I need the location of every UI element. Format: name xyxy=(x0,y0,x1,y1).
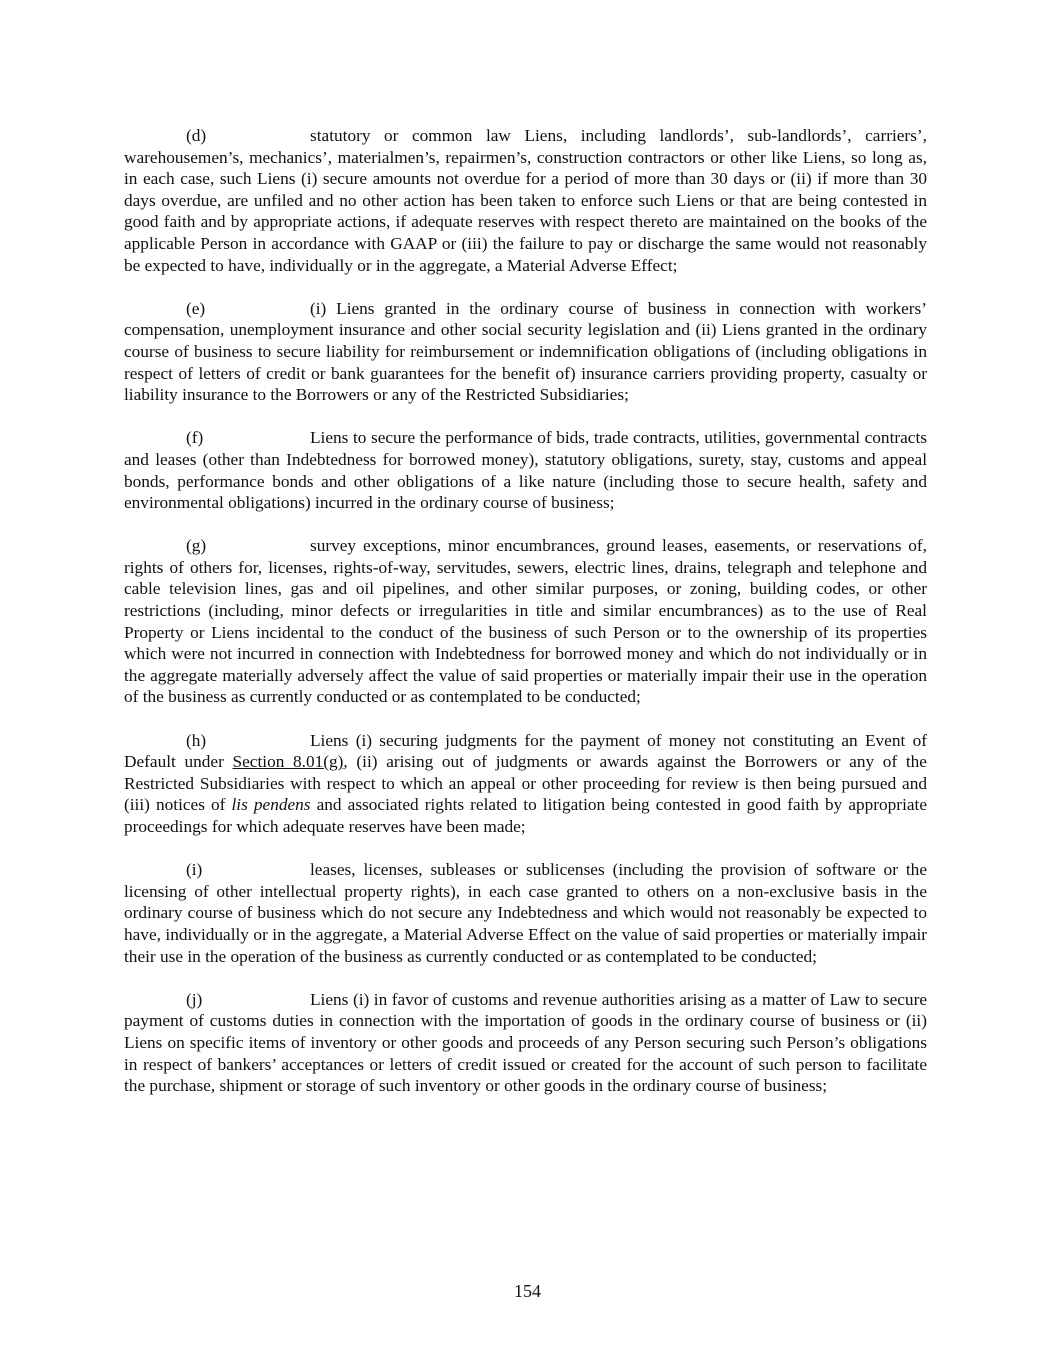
clause-text-part-3: and associated rights related to litigation being contested in good faith by appropriate proceedings for which adequate reserves have been made; xyxy=(124,795,928,836)
clause-text: survey exceptions, minor encumbrances, ground leases, easements, or reservations of, rights of others for, licenses, rights-of-way, servitudes, sewers, electric lines, drains, telegraph and telephone and cable television lines, gas and oil pipelines, and other similar purposes, or zoning, building codes, or other restrictions (including, minor defects or irregularities in title and similar encumbrances) as to the use of Real Property or Liens incidental to the conduct of the business of such Person or to the ownership of its properties which were not incurred in connection with Indebtedness for borrowed money and which do not individually or in the aggregate materially adversely affect the value of said properties or materially impair their use in the operation of the business as currently conducted or as contemplated to be conducted; xyxy=(124,536,927,707)
clause-text-part-1: Liens (i) securing judgments for the payment of money not constituting an Event of Default under xyxy=(124,730,927,772)
clause-label: (g) xyxy=(186,536,207,556)
clause-label: (j) xyxy=(186,989,203,1009)
clause-j xyxy=(124,989,927,1097)
clause-label: (f) xyxy=(186,428,204,448)
clause-label: (h) xyxy=(186,730,207,750)
clause-g xyxy=(124,535,927,708)
clause-d xyxy=(124,125,927,276)
clause-text: statutory or common law Liens, including landlords’, sub-landlords’, carriers’, warehousemen’s, mechanics’, materialmen’s, repairmen’s, construction contractors or other like Liens, so long as, in each case, such Liens (i) secure amounts not overdue for a period of more than 30 days or (ii) if more than 30 days overdue, are unfiled and no other action has been taken to enforce such Liens or that are being contested in good faith and by appropriate actions, if adequate reserves with respect thereto are maintained on the books of the applicable Person in accordance with GAAP or (iii) the failure to pay or discharge the same would not reasonably be expected to have, individually or in the aggregate, a Material Adverse Effect; xyxy=(124,126,927,275)
clause-h xyxy=(124,730,927,838)
document-body xyxy=(124,125,927,1118)
clause-text: Liens to secure the performance of bids, trade contracts, utilities, governmental contracts and leases (other than Indebtedness for borrowed money), statutory obligations, surety, stay, customs and appeal bonds, performance bonds and other obligations of a like nature (including those to secure health, safety and environmental obligations) incurred in the ordinary course of business; xyxy=(124,428,927,513)
section-reference-link[interactable]: Section 8.01(g) xyxy=(232,752,344,772)
clause-text-part-2: , (ii) arising out of judgments or awards against the Borrowers or any of the Restricted Subsidiaries with respect to which an appeal or other proceeding for review is then being pursued and (iii) notices of xyxy=(124,752,927,815)
clause-text: leases, licenses, subleases or sublicenses (including the provision of software or the licensing of other intellectual property rights), in each case granted to others on a non-exclusive basis in the ordinary course of business which do not secure any Indebtedness and which would not reasonably be expected to have, individually or in the aggregate, a Material Adverse Effect on the value of said properties or materially impair their use in the operation of the business as currently conducted or as contemplated to be conducted; xyxy=(124,860,927,966)
italic-term: lis pendens xyxy=(231,795,311,815)
clause-label: (d) xyxy=(186,126,207,145)
clause-i xyxy=(124,859,927,967)
clause-text: (i) Liens granted in the ordinary course of business in connection with workers’ compensation, unemployment insurance and other social security legislation and (ii) Liens granted in the ordinary course of business to secure liability for reimbursement or indemnification obligations of (including obligations in respect of letters of credit or bank guarantees for the benefit of) insurance carriers providing property, casualty or liability insurance to the Borrowers or any of the Restricted Subsidiaries; xyxy=(124,298,927,405)
clause-label: (e) xyxy=(186,298,206,318)
page-number: 154 xyxy=(514,1281,541,1301)
clause-label: (i) xyxy=(186,860,203,880)
clause-f xyxy=(124,427,927,513)
clause-text: Liens (i) in favor of customs and revenue authorities arising as a matter of Law to secure payment of customs duties in connection with the importation of goods in the ordinary course of business or (ii) Liens on specific items of inventory or other goods and proceeds of any Person securing such Person’s obligations in respect of bankers’ acceptances or letters of credit issued or created for the account of such person to facilitate the purchase, shipment or storage of such inventory or other goods in the ordinary course of business; xyxy=(124,989,927,1096)
clause-e xyxy=(124,298,927,406)
